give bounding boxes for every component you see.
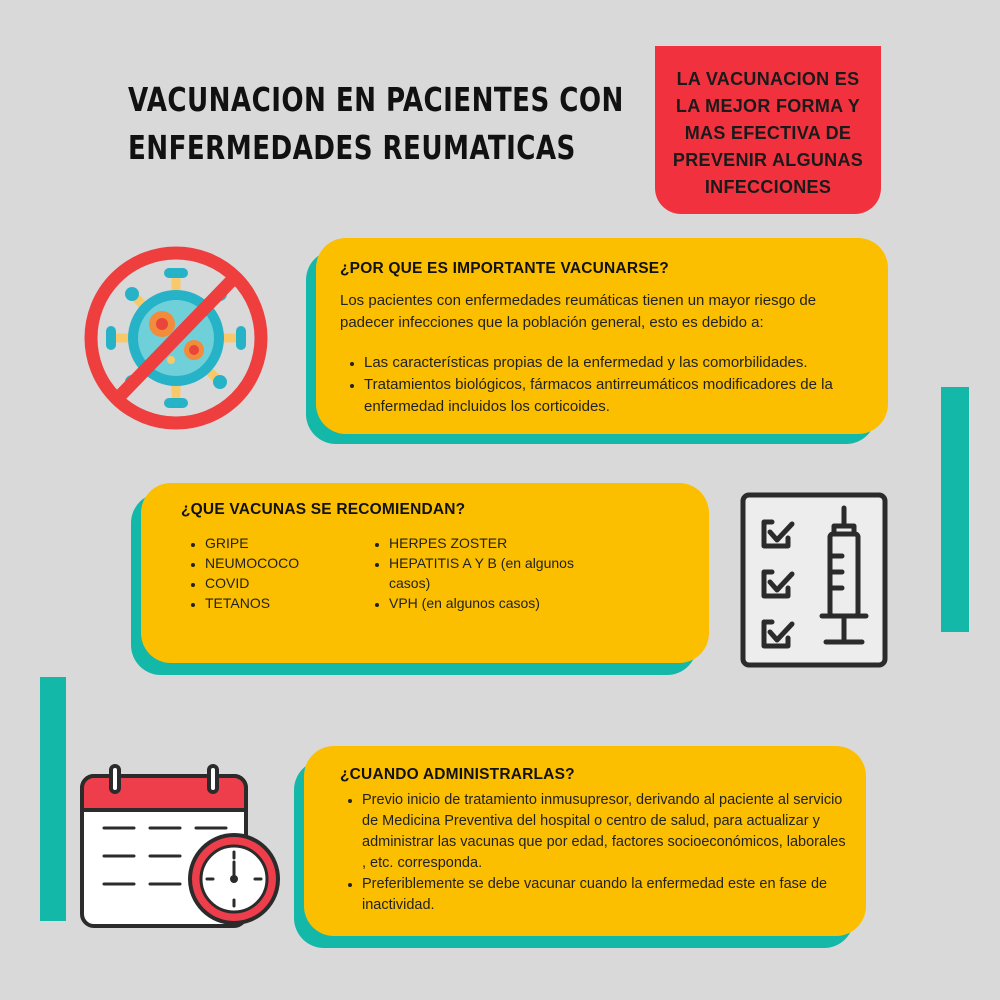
highlight-box [655, 46, 881, 214]
list-item: • COVID [205, 573, 375, 593]
section3-card [304, 746, 866, 936]
calendar-clock-icon [78, 762, 288, 932]
section2-card [141, 483, 709, 663]
section2-list-left [181, 533, 375, 613]
highlight-text: LA VACUNACION ES LA MEJOR FORMA Y MAS EFECTIVA DE PREVENIR ALGUNAS INFECCIONES [672, 68, 864, 197]
list-item: • Tratamientos biológicos, fármacos antirreumáticos modificadores de la enfermedad incluidos los corticoides. [364, 374, 866, 418]
section1-list [340, 352, 866, 418]
section1-intro: Los pacientes con enfermedades reumáticas tienen un mayor riesgo de padecer infecciones que la población general, esto es debido a: [340, 292, 817, 331]
list-item: • VPH (en algunos casos) [389, 593, 609, 613]
decor-bar-left [40, 677, 66, 921]
section3-list [340, 790, 848, 916]
list-item: • Preferiblemente se debe vacunar cuando la enfermedad este en fase de inactividad. [362, 874, 848, 916]
list-item: • Previo inicio de tratamiento inmusupresor, derivando al paciente al servicio de Medicina Preventiva del hospital o centro de salud, para actualizar y administrar las vacunas que por edad, factores socioeconómicos, laborales , etc. corresponda. [362, 790, 848, 874]
title-line-2: ENFERMEDADES REUMATICAS [128, 128, 576, 167]
page-title [128, 76, 624, 172]
section3-heading: ¿CUANDO ADMINISTRARLAS? [340, 766, 575, 783]
checklist-syringe-icon [740, 492, 890, 672]
list-item: • HEPATITIS A Y B (en algunos casos) [389, 553, 609, 593]
no-virus-icon [76, 238, 276, 438]
section1-heading: ¿POR QUE ES IMPORTANTE VACUNARSE? [340, 260, 669, 277]
decor-bar-right [941, 387, 969, 632]
list-item: • TETANOS [205, 593, 375, 613]
title-line-1: VACUNACION EN PACIENTES CON [128, 80, 624, 119]
section1-card [316, 238, 888, 434]
section2-heading: ¿QUE VACUNAS SE RECOMIENDAN? [181, 501, 466, 518]
list-item: • Las características propias de la enfermedad y las comorbilidades. [364, 352, 866, 374]
list-item: • HERPES ZOSTER [389, 533, 609, 553]
list-item: • NEUMOCOCO [205, 553, 375, 573]
section2-list-right [375, 533, 609, 613]
list-item: • GRIPE [205, 533, 375, 553]
